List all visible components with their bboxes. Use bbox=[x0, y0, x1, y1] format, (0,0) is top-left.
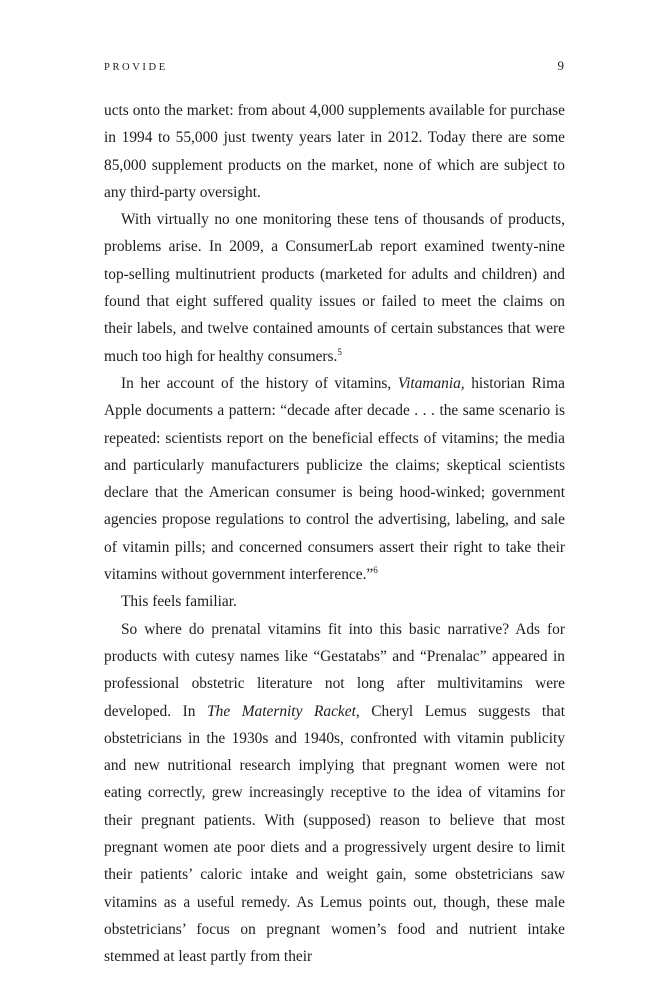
text-run: In her account of the history of vitamins, bbox=[121, 374, 398, 392]
paragraph bbox=[104, 588, 565, 615]
footnote-ref: 5 bbox=[337, 346, 342, 357]
text-run: historian Rima Apple documents a pattern: “decade after decade . . . the same scenario is repeated: scientists report on the beneficial effects of vitamins; the media and particularly manufacturers publicize the claims; skeptical scientists declare that the American consumer is being hood-winked; government agencies propose regulations to control the advertising, labeling, and sale of vitamin pills; and concerned consumers assert their right to take their vitamins without government interference.” bbox=[104, 374, 565, 584]
page-number: 9 bbox=[557, 58, 564, 73]
book-title: The Maternity Racket, bbox=[207, 702, 360, 720]
text-run: With virtually no one monitoring these tens of thousands of products, problems arise. In 2009, a ConsumerLab report examined twenty-nine top-selling multinutrient products (marketed for adults and children) and found that eight suffered quality issues or failed to meet the claims on their labels, and twelve contained amounts of certain substances that were much too high for healthy consumers. bbox=[104, 211, 565, 365]
section-title: PROVIDE bbox=[104, 62, 168, 73]
paragraph bbox=[104, 616, 565, 971]
text-run: This feels familiar. bbox=[121, 593, 237, 611]
book-title: Vitamania, bbox=[397, 374, 465, 392]
text-run: ucts onto the market: from about 4,000 supplements available for purchase in 1994 to 55,000 just twenty years later in 2012. Today there are some 85,000 supplement products on the market, none of which are subject to any third-party oversight. bbox=[104, 102, 565, 201]
paragraph bbox=[104, 97, 565, 206]
running-head bbox=[104, 58, 564, 74]
paragraph bbox=[104, 370, 565, 588]
body-text bbox=[104, 97, 565, 971]
text-run: Cheryl Lemus suggests that obstetricians in the 1930s and 1940s, confronted with vitamin publicity and new nutritional research implying that pregnant women were not eating correctly, grew increasingly receptive to the idea of vitamins for their pregnant patients. With (supposed) reason to believe that most pregnant women ate poor diets and a progressively urgent desire to limit their patients’ caloric intake and weight gain, some obstetricians saw vitamins as a useful remedy. As Lemus points out, though, these male obstetricians’ focus on pregnant women’s food and nutrient intake stemmed at least partly from their bbox=[104, 702, 566, 966]
text-run: So where do prenatal vitamins fit into this basic narrative? Ads for products with cutesy names like “Gestatabs” and “Prenalac” appeared in professional obstetric literature not long after multivitamins were developed. In bbox=[104, 620, 565, 720]
footnote-ref: 6 bbox=[373, 565, 378, 576]
paragraph bbox=[104, 206, 565, 370]
